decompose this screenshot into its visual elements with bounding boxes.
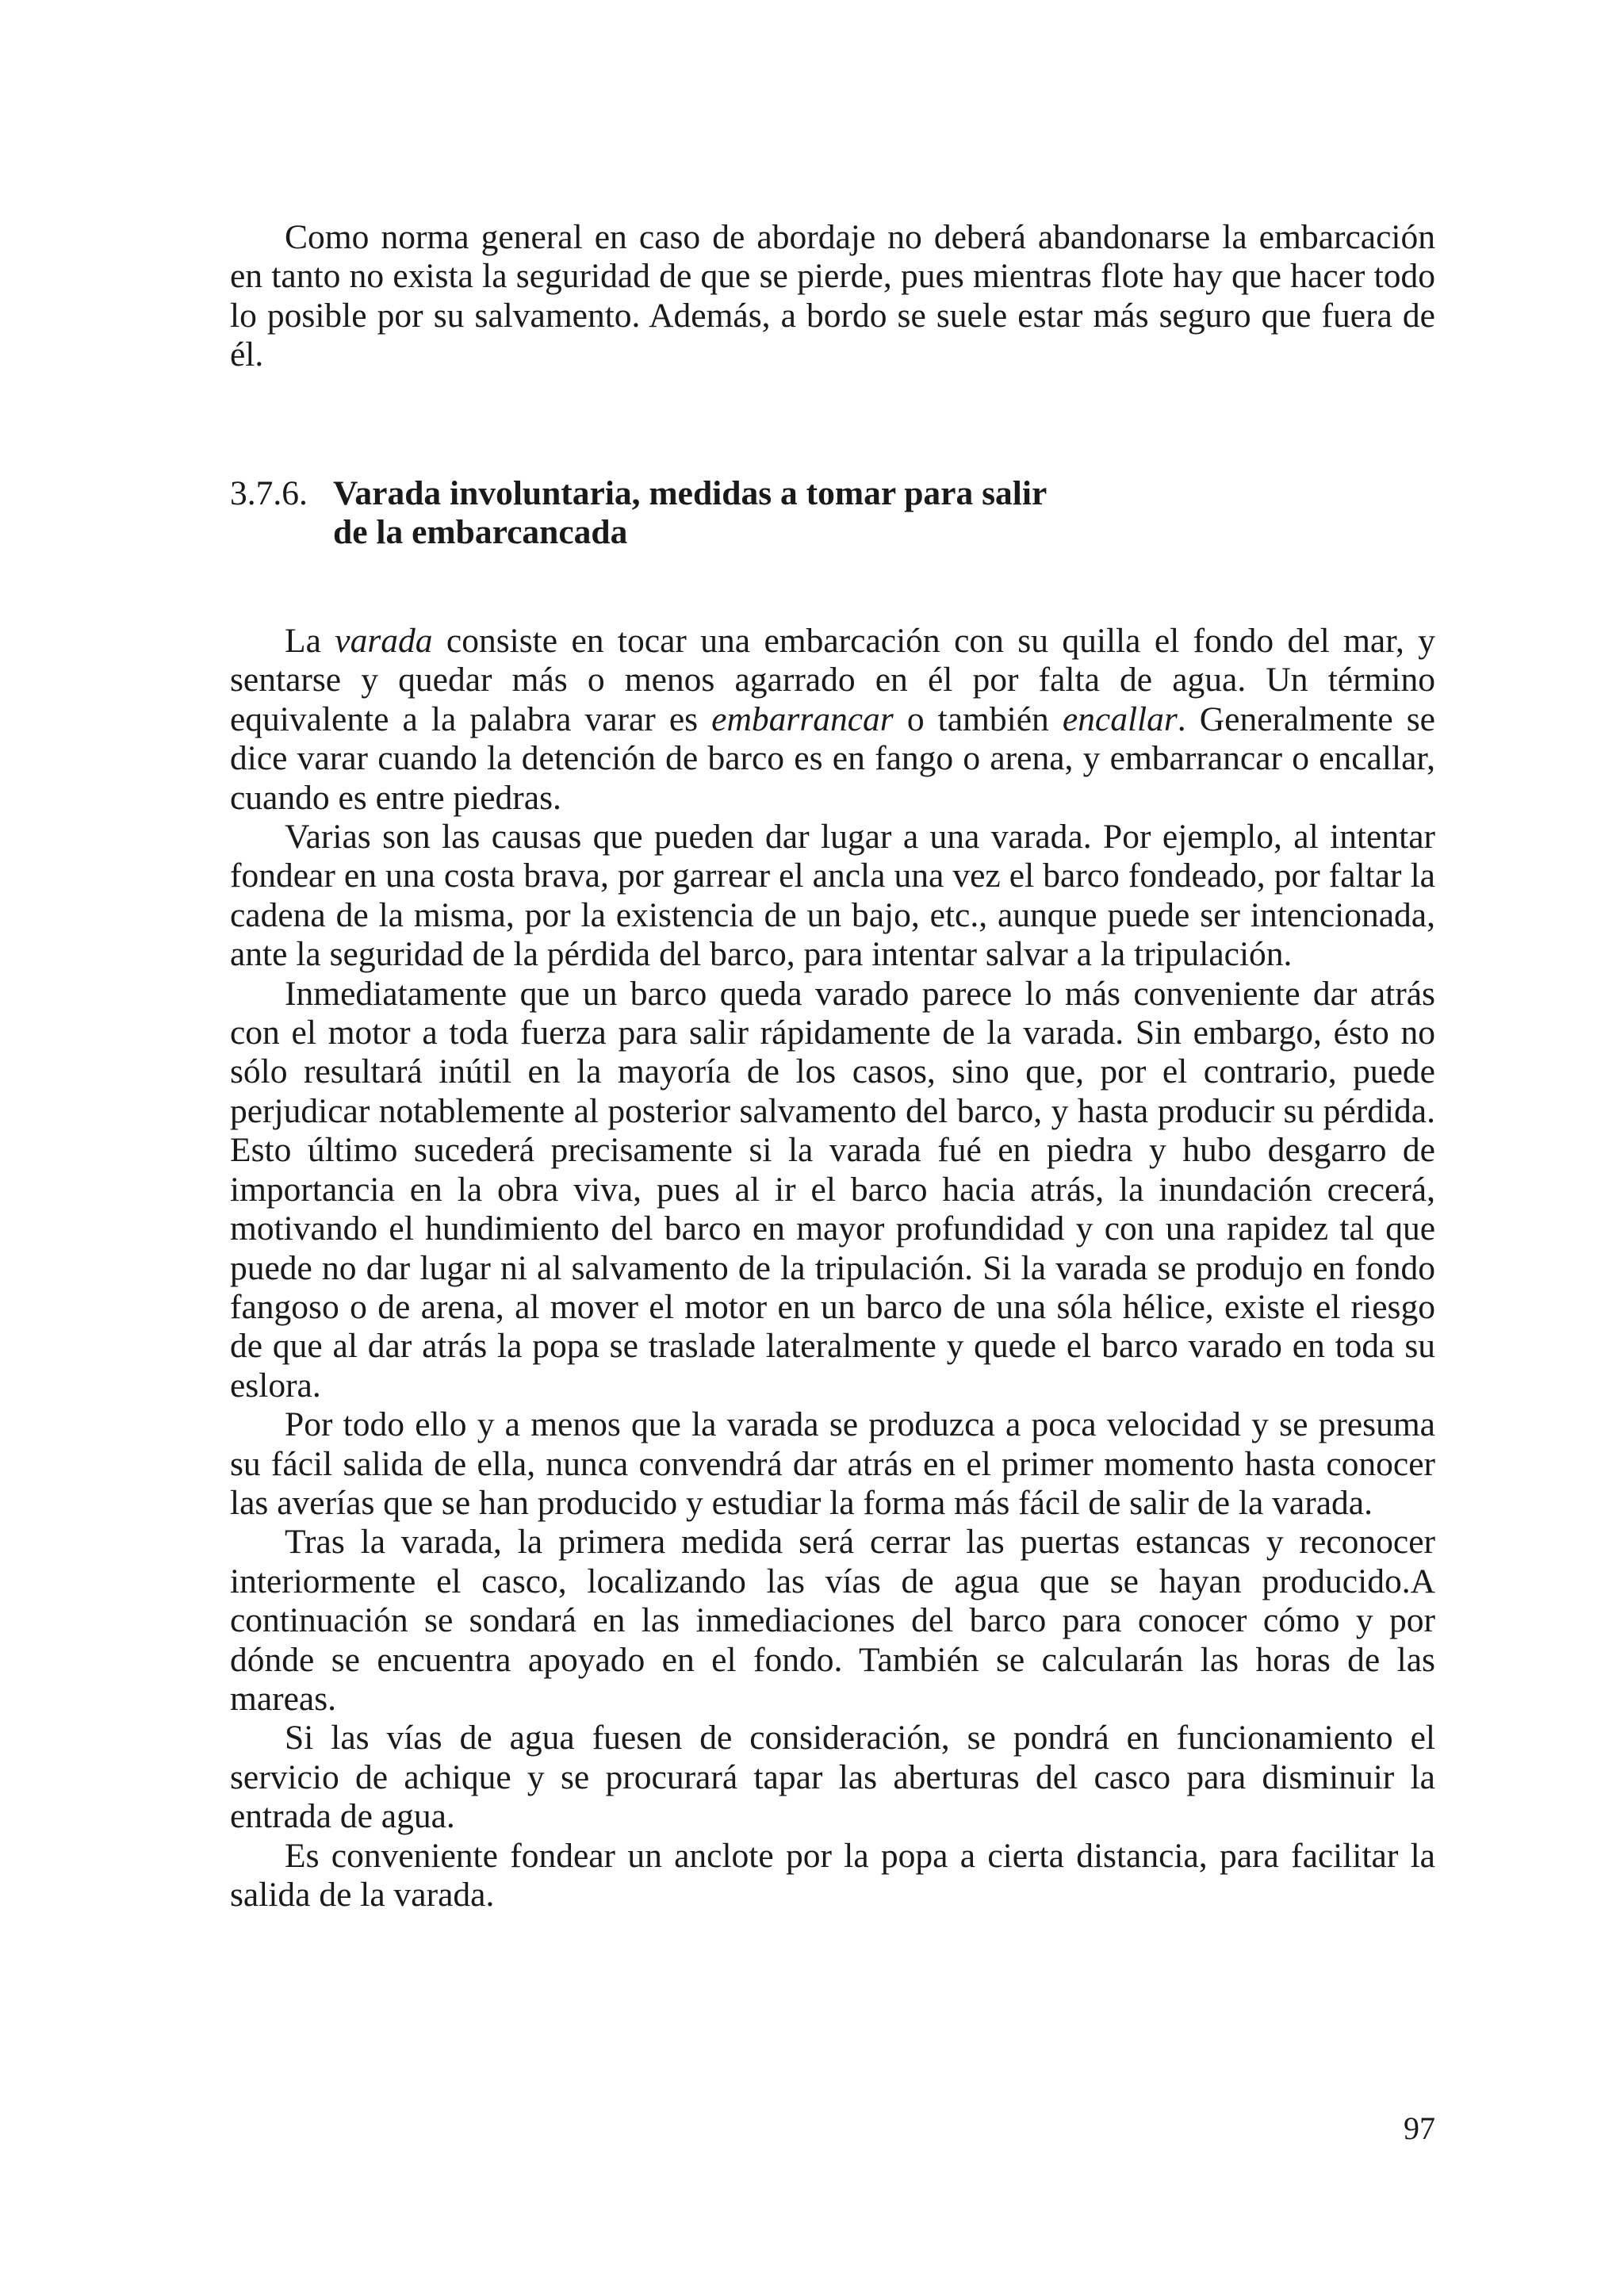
term-encallar: encallar: [1062, 700, 1178, 738]
paragraph-text: o también: [893, 700, 1063, 738]
paragraph-text: La: [285, 622, 335, 660]
paragraph-precaution: Por todo ello y a menos que la varada se produzca a poca velocidad y se presuma su fácil salida de ella, nunca convendrá dar atrás en el primer momento hasta conocer las averías que se han producido y estudiar la forma más fácil de salir de la varada.: [230, 1405, 1435, 1522]
paragraph-achique: Si las vías de agua fuesen de consideración, se pondrá en funcionamiento el servicio de achique y se procurará tapar las aberturas del casco para disminuir la entrada de agua.: [230, 1719, 1435, 1836]
paragraph-text: consiste en tocar una embarcación con su quilla el fondo del mar, y sentarse y quedar más o menos agarrado en él por falta de agua. Un término equivalente a la palabra varar es: [230, 622, 1435, 738]
paragraph-first-measures: Tras la varada, la primera medida será cerrar las puertas estancas y reconocer interiormente el casco, localizando las vías de agua que se hayan producido.A continuación se sondará en las inmediaciones del barco para conocer cómo y por dónde se encuentra apoyado en el fondo. También se calcularán las horas de las mareas.: [230, 1523, 1435, 1718]
section-title: Varada involuntaria, medidas a tomar para salir de la embarcancada: [333, 474, 1048, 552]
paragraph-text: . Generalmente se dice varar cuando la detención de barco es en fango o arena, y embarrancar o encallar, cuando es entre piedras.: [230, 700, 1435, 817]
section-heading: [230, 474, 1261, 553]
term-varada: varada: [335, 622, 433, 660]
term-embarrancar: embarrancar: [711, 700, 894, 738]
section-number: 3.7.6.: [230, 474, 308, 512]
paragraph-anclote: Es conveniente fondear un anclote por la popa a cierta distancia, para facilitar la salida de la varada.: [230, 1836, 1435, 1914]
paragraph-definition: [230, 622, 1435, 818]
body-text: [230, 622, 1435, 1915]
paragraph-dar-atras: Inmediatamente que un barco queda varado parece lo más conveniente dar atrás con el motor a toda fuerza para salir rápidamente de la varada. Sin embargo, ésto no sólo resultará inútil en la mayoría de los casos, sino que, por el contrario, puede perjudicar notablemente al posterior salvamento del barco, y hasta producir su pérdida. Esto último sucederá precisamente si la varada fué en piedra y hubo desgarro de importancia en la obra viva, pues al ir el barco hacia atrás, la inundación crecerá, motivando el hundimiento del barco en mayor profundidad y con una rapidez tal que puede no dar lugar ni al salvamento de la tripulación. Si la varada se produjo en fondo fangoso o de arena, al mover el motor en un barco de una sóla hélice, existe el riesgo de que al dar atrás la popa se traslade lateralmente y quede el barco varado en toda su eslora.: [230, 974, 1435, 1405]
page-number: 97: [1404, 2110, 1435, 2146]
intro-paragraph: Como norma general en caso de abordaje no deberá abandonarse la embarcación en tanto no exista la seguridad de que se pierde, pues mientras flote hay que hacer todo lo posible por su salvamento. Además, a bordo se suele estar más seguro que fuera de él.: [230, 218, 1435, 374]
intro-section: [230, 218, 1435, 375]
paragraph-causes: Varias son las causas que pueden dar lugar a una varada. Por ejemplo, al intentar fondear en una costa brava, por garrear el ancla una vez el barco fondeado, por faltar la cadena de la misma, por la existencia de un bajo, etc., aunque puede ser intencionada, ante la seguridad de la pérdida del barco, para intentar salvar a la tripulación.: [230, 818, 1435, 974]
